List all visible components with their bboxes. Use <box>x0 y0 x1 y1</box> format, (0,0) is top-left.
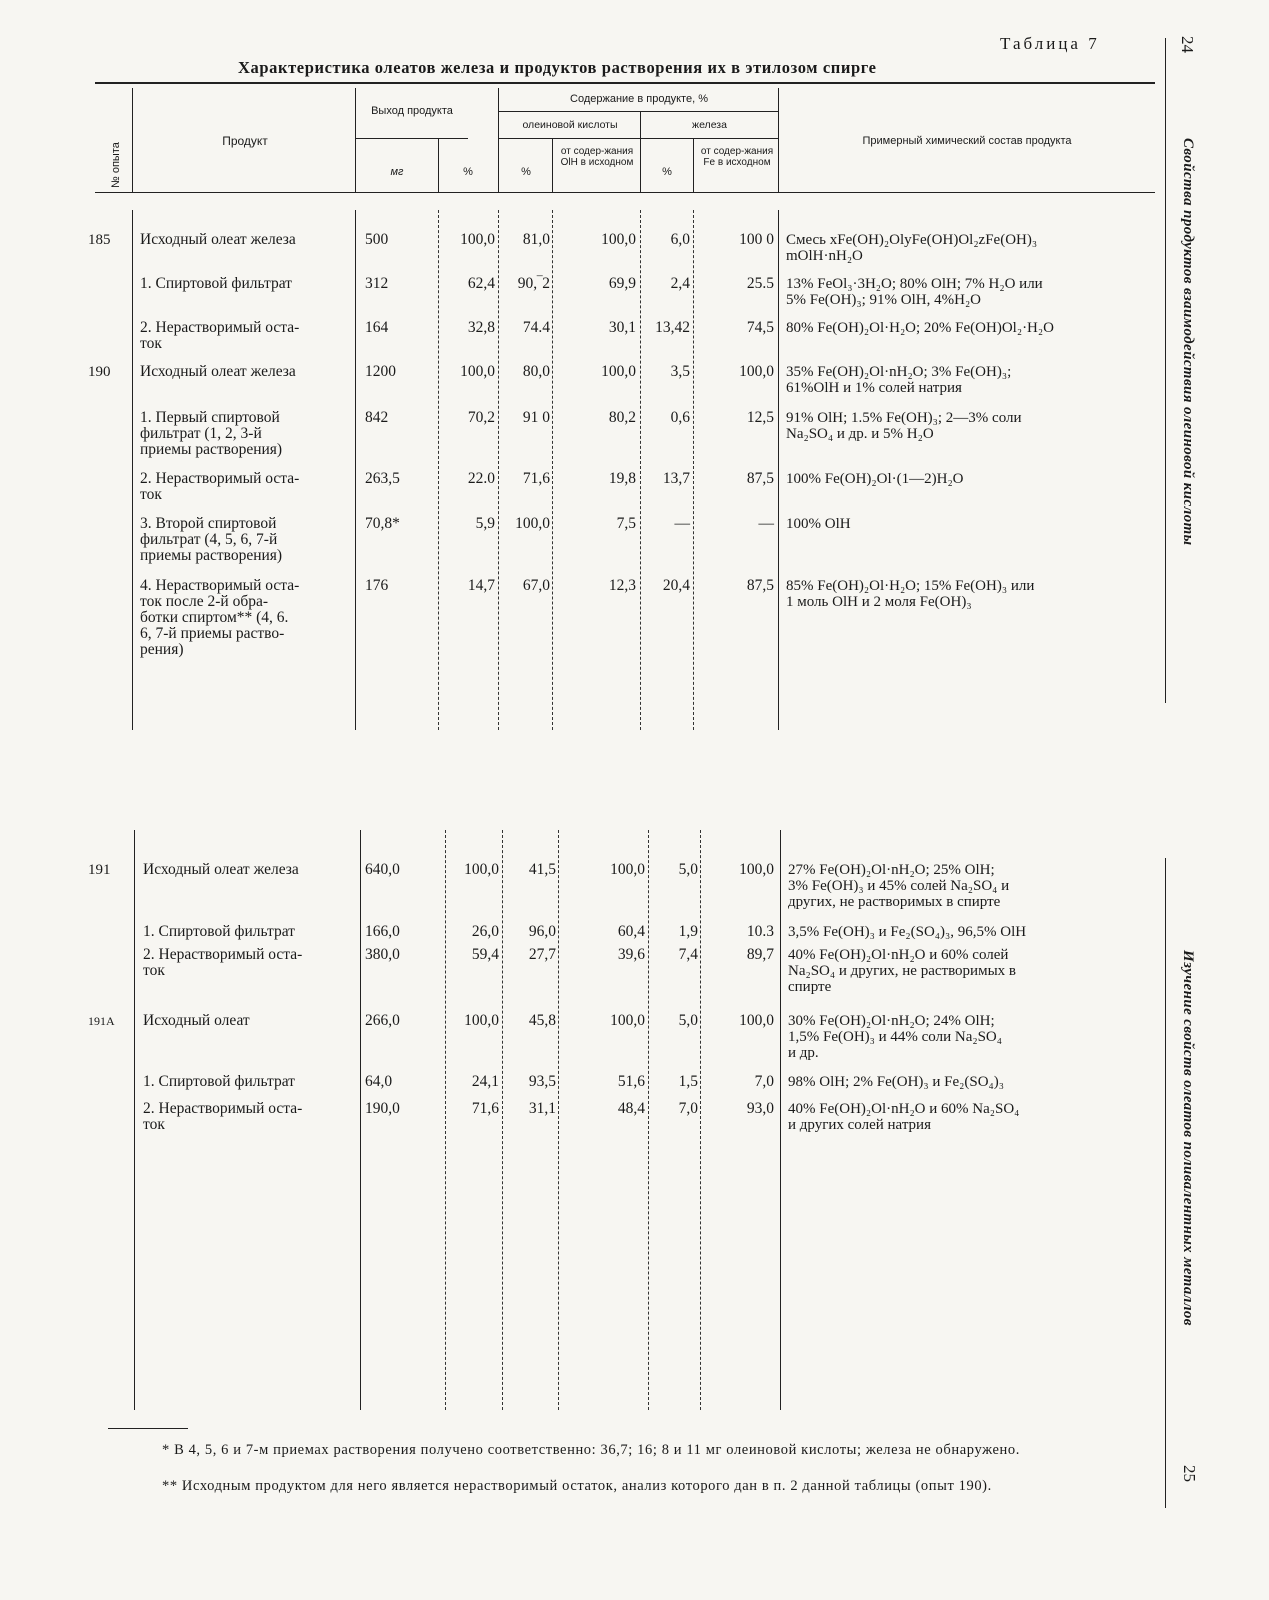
col-line-bottom <box>134 830 135 1410</box>
table-cell-fe-pct: 0,6 <box>670 409 690 426</box>
table-cell-comp: 13% FeOl₃·3H₂O; 80% OlH; 7% H₂O или 5% Fe(OH)₃; 91% OlH, 4%H₂O <box>786 276 1043 308</box>
table-cell-pct: 26,0 <box>471 923 499 940</box>
table-cell-no: 190 <box>88 364 111 380</box>
table-cell-ol-pct: 80,0 <box>522 363 550 380</box>
table-cell-ol-from: 69,9 <box>608 275 636 292</box>
table-cell-ol-from: 100,0 <box>610 1012 645 1029</box>
table-cell-ol-from: 100,0 <box>610 861 645 878</box>
table-cell-ol-pct: 31,1 <box>528 1100 556 1117</box>
table-cell-fe-pct: 20,4 <box>662 577 690 594</box>
table-cell-comp: Смесь xFe(OH)₂OlyFe(OH)Ol₂zFe(OH)₃ mOlH·nH₂O <box>786 232 1038 264</box>
table-cell-ol-from: 30,1 <box>608 319 636 336</box>
table-cell-no: 191 <box>88 862 111 878</box>
table-cell-fe-pct: 7,4 <box>678 946 698 963</box>
col-line-bottom <box>360 830 361 1410</box>
table-cell-ol-from: 19,8 <box>608 470 636 487</box>
table-cell-product: 1. Спиртовой фильтрат <box>140 275 292 292</box>
table-cell-pct: 62,4 <box>467 275 495 292</box>
running-head-top: Свойства продуктов взаимодействия олеиновой кислоты <box>1180 138 1196 546</box>
table-cell-no: 191A <box>88 1014 115 1028</box>
header-col-line <box>693 138 694 192</box>
table-cell-ol-pct: 74.4 <box>522 319 550 336</box>
table-cell-mg: 166,0 <box>365 923 400 940</box>
header-from-fe: от содер-жания Fe в исходном <box>700 146 774 168</box>
table-cell-pct: 24,1 <box>471 1073 499 1090</box>
running-head-rule-bottom <box>1165 858 1166 1508</box>
table-cell-pct: 59,4 <box>471 946 499 963</box>
yield-sub-rule <box>355 138 468 139</box>
col-line-top <box>355 210 356 730</box>
table-cell-mg: 380,0 <box>365 946 400 963</box>
table-cell-comp: 27% Fe(OH)₂Ol·nH₂O; 25% OlH; 3% Fe(OH)₃ и 45% солей Na₂SO₄ и других, не растворимых в спирте <box>788 862 1010 910</box>
table-cell-mg: 176 <box>365 577 389 594</box>
table-cell-comp: 100% OlH <box>786 516 851 532</box>
table-cell-product: 1. Спиртовой фильтрат <box>143 923 295 940</box>
table-cell-mg: 500 <box>365 231 389 248</box>
table-cell-ol-pct: 45,8 <box>528 1012 556 1029</box>
table-cell-ol-from: 7,5 <box>616 515 636 532</box>
table-cell-product: 1. Первый спиртовой фильтрат (1, 2, 3-й приемы растворения) <box>140 409 283 458</box>
table-cell-fe-from: 74,5 <box>746 319 774 336</box>
table-cell-fe-pct: 6,0 <box>670 231 690 248</box>
table-cell-product: 2. Нерастворимый оста- ток <box>140 319 300 352</box>
table-cell-comp: 80% Fe(OH)₂Ol·H₂O; 20% Fe(OH)Ol₂·H₂O <box>786 320 1054 336</box>
table-cell-fe-from: 87,5 <box>746 470 774 487</box>
header-composition: Примерный химический состав продукта <box>862 135 1072 147</box>
table-cell-pct: 100,0 <box>464 861 499 878</box>
table-cell-comp: 3,5% Fe(OH)₃ и Fe₂(SO₄)₃, 96,5% OlH <box>788 924 1027 940</box>
page-number-top: 24 <box>1178 36 1197 53</box>
header-top-rule <box>95 82 1155 84</box>
table-cell-ol-pct: 27,7 <box>528 946 556 963</box>
table-cell-product: 2. Нерастворимый оста- ток <box>140 470 300 503</box>
table-cell-comp: 98% OlH; 2% Fe(OH)₃ и Fe₂(SO₄)₃ <box>788 1074 1005 1090</box>
table-cell-comp: 85% Fe(OH)₂Ol·H₂O; 15% Fe(OH)₃ или 1 моль OlH и 2 моля Fe(OH)₃ <box>786 578 1035 610</box>
table-cell-mg: 640,0 <box>365 861 400 878</box>
table-cell-fe-from: — <box>758 515 774 532</box>
table-cell-fe-from: 100 0 <box>739 231 774 248</box>
table-cell-ol-from: 80,2 <box>608 409 636 426</box>
table-cell-fe-pct: 13,7 <box>662 470 690 487</box>
col-line-top <box>132 210 133 730</box>
header-yield-pct: % <box>463 166 473 178</box>
table-cell-fe-pct: 5,0 <box>678 861 698 878</box>
header-bottom-rule <box>95 192 1155 193</box>
table-label: Таблица 7 <box>1000 34 1100 53</box>
table-cell-fe-pct: — <box>674 515 690 532</box>
table-cell-no: 185 <box>88 232 111 248</box>
col-line-bottom <box>558 830 559 1410</box>
col-line-bottom <box>700 830 701 1410</box>
table-cell-pct: 70,2 <box>467 409 495 426</box>
table-cell-product: 3. Второй спиртовой фильтрат (4, 5, 6, 7-й приемы растворения) <box>140 515 283 564</box>
table-cell-comp: 91% OlH; 1.5% Fe(OH)₃; 2—3% соли Na₂SO₄ и др. и 5% H₂O <box>786 410 1022 442</box>
table-cell-product: 1. Спиртовой фильтрат <box>143 1073 295 1090</box>
table-cell-ol-pct: 41,5 <box>528 861 556 878</box>
header-oleic: олеиновой кислоты <box>522 119 618 131</box>
header-iron: железа <box>692 119 727 131</box>
table-cell-fe-pct: 13,42 <box>655 319 690 336</box>
table-cell-product: 2. Нерастворимый оста- ток <box>143 1100 303 1133</box>
table-cell-ol-pct: 96,0 <box>528 923 556 940</box>
table-cell-fe-from: 100,0 <box>739 1012 774 1029</box>
table-cell-mg: 164 <box>365 319 389 336</box>
table-title: Характеристика олеатов железа и продуктов растворения их в этилозом спирге <box>238 58 877 77</box>
col-line-bottom <box>780 830 781 1410</box>
col-line-top <box>552 210 553 730</box>
header-col-line <box>552 138 553 192</box>
table-cell-fe-from: 100,0 <box>739 861 774 878</box>
table-cell-ol-pct: 71,6 <box>522 470 550 487</box>
table-cell-product: 4. Нерастворимый оста- ток после 2-й обра- ботки спиртом** (4, 6. 6, 7-й приемы раство- рения) <box>140 577 300 658</box>
table-cell-product: Исходный олеат железа <box>143 861 299 878</box>
table-cell-ol-pct: 67,0 <box>522 577 550 594</box>
table-cell-ol-from: 60,4 <box>617 923 645 940</box>
table-cell-fe-pct: 3,5 <box>670 363 690 380</box>
table-cell-fe-pct: 2,4 <box>670 275 690 292</box>
footnote-2: ** Исходным продуктом для него является нерастворимый остаток, анализ которого дан в п. 2 данной таблицы (опыт 190). <box>162 1478 992 1494</box>
table-cell-fe-from: 87,5 <box>746 577 774 594</box>
table-cell-mg: 190,0 <box>365 1100 400 1117</box>
table-cell-comp: 30% Fe(OH)₂Ol·nH₂O; 24% OlH; 1,5% Fe(OH)₃ и 44% соли Na₂SO₄ и др. <box>788 1013 1002 1061</box>
table-cell-pct: 100,0 <box>464 1012 499 1029</box>
header-oleic-pct: % <box>521 166 531 178</box>
table-cell-mg: 263,5 <box>365 470 400 487</box>
table-cell-fe-pct: 7,0 <box>678 1100 698 1117</box>
header-from-olh: от содер-жания OlH в исходном <box>560 146 634 168</box>
header-exp-no: № опыта <box>110 142 122 188</box>
table-cell-ol-pct: 100,0 <box>515 515 550 532</box>
table-cell-comp: 35% Fe(OH)₂Ol·nH₂O; 3% Fe(OH)₃; 61%OlH и 1% солей натрия <box>786 364 1012 396</box>
table-cell-pct: 5,9 <box>475 515 495 532</box>
content-sub-rule-2 <box>498 138 778 139</box>
col-line-top <box>498 210 499 730</box>
table-cell-pct: 14,7 <box>467 577 495 594</box>
col-line-bottom <box>648 830 649 1410</box>
col-line-bottom <box>445 830 446 1410</box>
col-line-bottom <box>502 830 503 1410</box>
table-cell-ol-from: 48,4 <box>617 1100 645 1117</box>
table-cell-product: Исходный олеат железа <box>140 231 296 248</box>
table-cell-product: Исходный олеат <box>143 1012 250 1029</box>
col-line-top <box>640 210 641 730</box>
table-cell-fe-pct: 1,9 <box>678 923 698 940</box>
col-line-top <box>778 210 779 730</box>
header-col-line <box>132 88 133 192</box>
footnote-rule <box>108 1428 188 1429</box>
table-cell-ol-from: 12,3 <box>608 577 636 594</box>
table-cell-fe-pct: 5,0 <box>678 1012 698 1029</box>
table-cell-fe-pct: 1,5 <box>678 1073 698 1090</box>
table-cell-ol-pct: 93,5 <box>528 1073 556 1090</box>
table-cell-comp: 40% Fe(OH)₂Ol·nH₂O и 60% солей Na₂SO₄ и других, не растворимых в спирте <box>788 947 1016 995</box>
table-cell-fe-from: 89,7 <box>746 946 774 963</box>
table-cell-fe-from: 10.3 <box>746 923 774 940</box>
table-cell-mg: 842 <box>365 409 389 426</box>
header-content: Содержание в продукте, % <box>570 93 708 105</box>
table-cell-ol-from: 51,6 <box>617 1073 645 1090</box>
table-cell-fe-from: 7,0 <box>754 1073 774 1090</box>
table-cell-ol-from: 39,6 <box>617 946 645 963</box>
header-col-line <box>778 88 779 192</box>
table-cell-ol-pct: 81,0 <box>522 231 550 248</box>
content-sub-rule <box>498 111 778 112</box>
table-cell-mg: 312 <box>365 275 389 292</box>
header-yield: Выход продукта <box>371 105 453 117</box>
table-cell-mg: 70,8* <box>365 515 400 532</box>
table-cell-pct: 100,0 <box>460 231 495 248</box>
running-head-bottom: Изучение свойств олеатов поливалентных металлов <box>1180 950 1196 1326</box>
table-cell-product: 2. Нерастворимый оста- ток <box>143 946 303 979</box>
running-head-rule-top <box>1165 38 1166 703</box>
table-cell-ol-from: 100,0 <box>601 231 636 248</box>
table-cell-pct: 22.0 <box>467 470 495 487</box>
table-cell-ol-from: 100,0 <box>601 363 636 380</box>
table-cell-mg: 64,0 <box>365 1073 393 1090</box>
table-cell-fe-from: 12,5 <box>746 409 774 426</box>
table-cell-ol-pct: 91 0 <box>522 409 550 426</box>
table-cell-pct: 32,8 <box>467 319 495 336</box>
table-cell-mg: 266,0 <box>365 1012 400 1029</box>
header-col-line <box>498 88 499 192</box>
table-cell-fe-from: 93,0 <box>746 1100 774 1117</box>
table-cell-comp: 100% Fe(OH)₂Ol·(1—2)H₂O <box>786 471 964 487</box>
header-yield-mg: мг <box>390 166 404 178</box>
table-cell-comp: 40% Fe(OH)₂Ol·nH₂O и 60% Na₂SO₄ и других солей натрия <box>788 1101 1020 1133</box>
table-cell-mg: 1200 <box>365 363 396 380</box>
table-cell-pct: 71,6 <box>471 1100 499 1117</box>
header-iron-pct: % <box>662 166 672 178</box>
footnote-1: * В 4, 5, 6 и 7-м приемах растворения получено соответственно: 36,7; 16; 8 и 11 мг олеиновой кислоты; железа не обнаружено. <box>162 1442 1020 1458</box>
header-product: Продукт <box>222 134 268 148</box>
col-line-top <box>693 210 694 730</box>
table-cell-ol-pct: 90,‾2 <box>517 275 550 292</box>
page-number-bottom: 25 <box>1180 1465 1199 1482</box>
table-cell-product: Исходный олеат железа <box>140 363 296 380</box>
table-cell-fe-from: 100,0 <box>739 363 774 380</box>
header-col-line <box>438 138 439 192</box>
col-line-top <box>438 210 439 730</box>
table-cell-pct: 100,0 <box>460 363 495 380</box>
table-cell-fe-from: 25.5 <box>746 275 774 292</box>
